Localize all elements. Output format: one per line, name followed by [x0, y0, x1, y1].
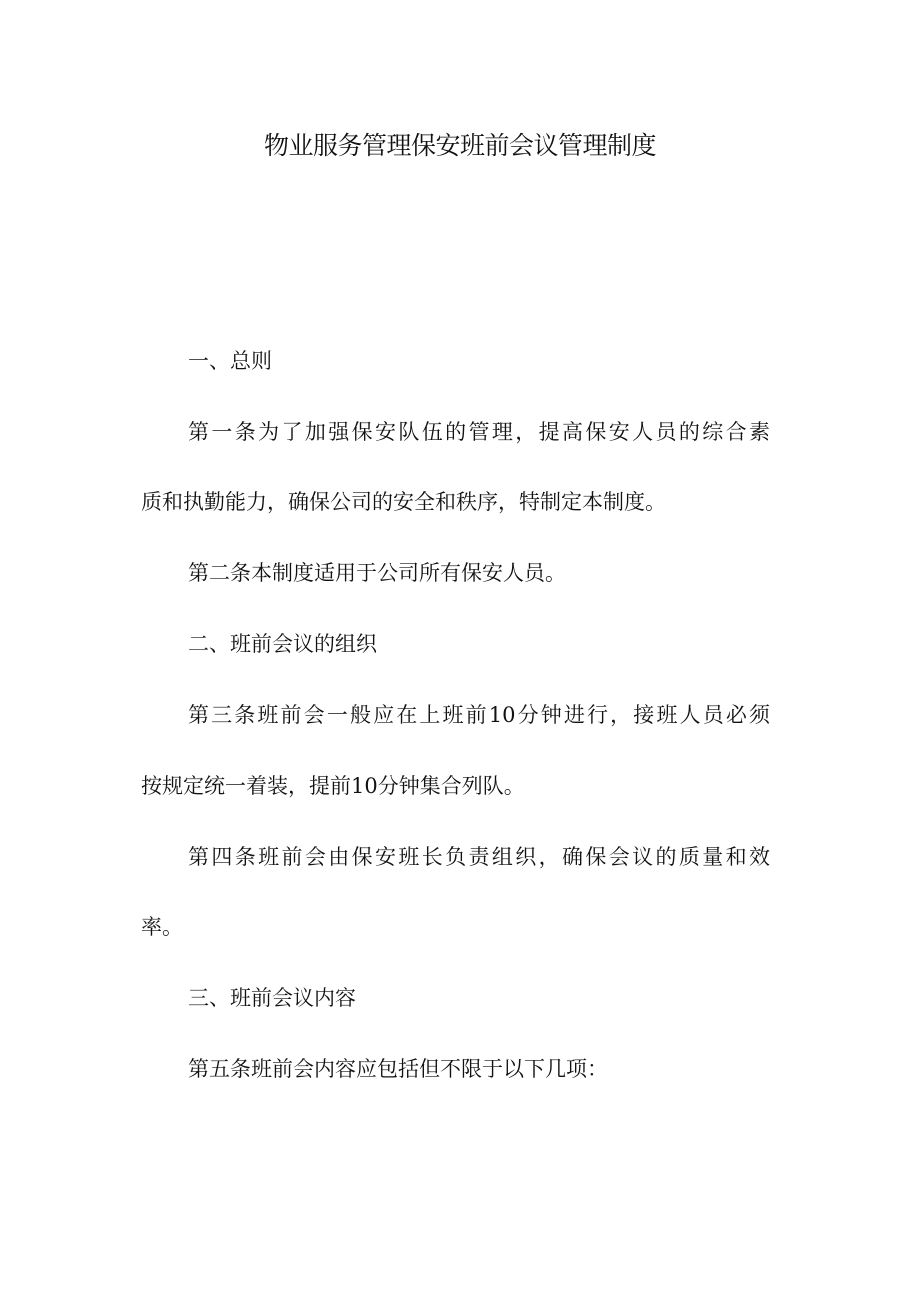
section-heading-organization: 二、班前会议的组织 — [188, 632, 377, 656]
section-heading-content: 三、班前会议内容 — [188, 986, 356, 1010]
document-title: 物业服务管理保安班前会议管理制度 — [263, 131, 656, 160]
article-3-line-1: 第三条班前会一般应在上班前10分钟进行，接班人员必须 — [188, 703, 770, 727]
article-4-line-1: 第四条班前会由保安班长负责组织，确保会议的质量和效 — [188, 845, 770, 869]
article-1-line-2: 质和执勤能力，确保公司的安全和秩序，特制定本制度。 — [141, 490, 666, 514]
article-4-line-2: 率。 — [141, 915, 183, 939]
article-5: 第五条班前会内容应包括但不限于以下几项： — [188, 1057, 608, 1081]
article-3-line-2: 按规定统一着装，提前10分钟集合列队。 — [141, 774, 525, 798]
section-heading-general: 一、总则 — [188, 349, 272, 373]
article-1-line-1: 第一条为了加强保安队伍的管理，提高保安人员的综合素 — [188, 420, 770, 444]
article-2: 第二条本制度适用于公司所有保安人员。 — [188, 561, 566, 585]
